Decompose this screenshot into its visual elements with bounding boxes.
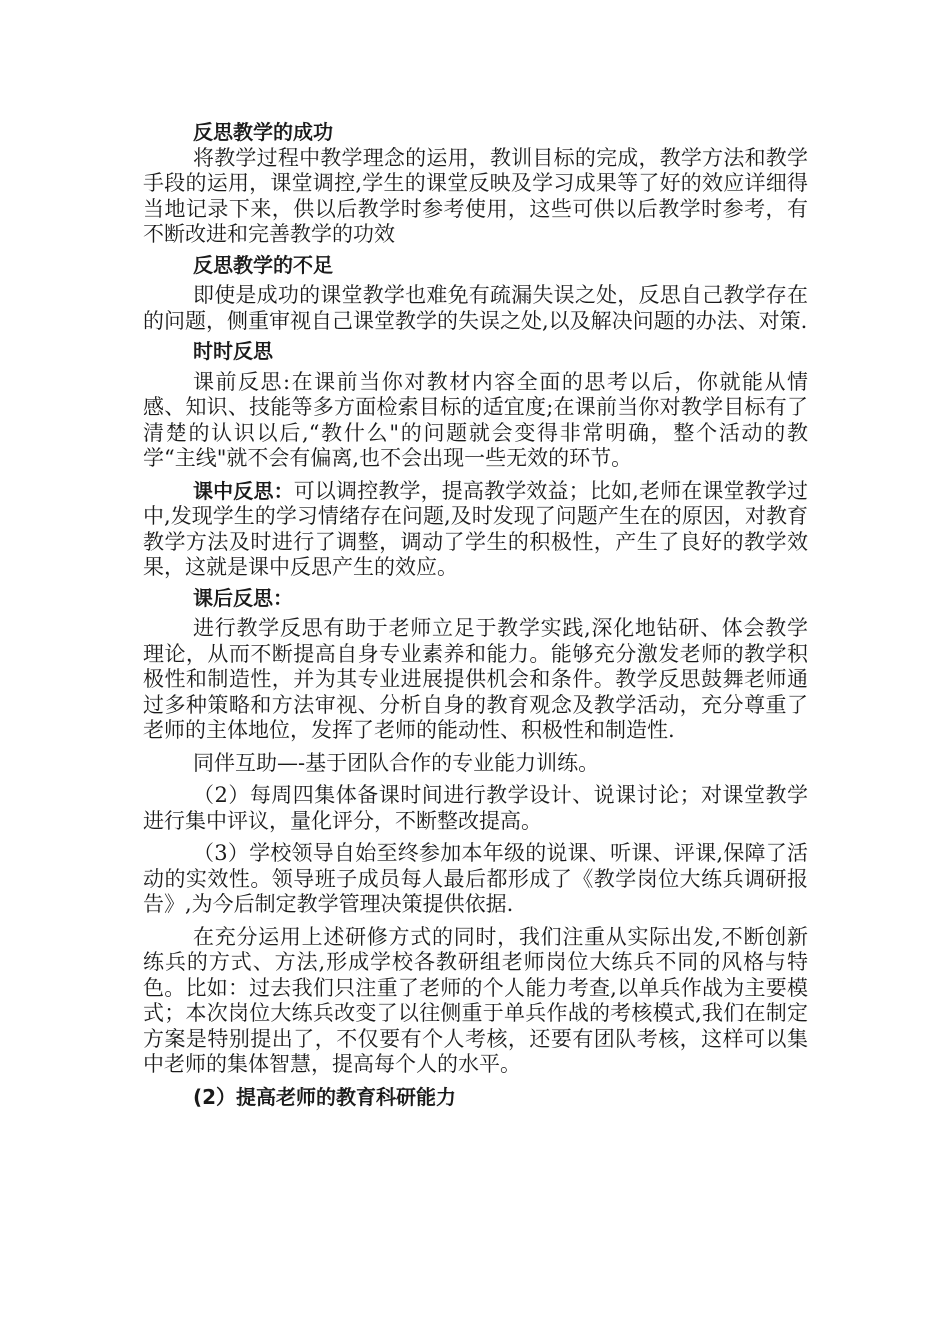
heading-research-ability: (2）提高老师的教育科研能力 xyxy=(193,1084,457,1109)
paragraph-shortcomings: 即使是成功的课堂教学也难免有疏漏失误之处，反思自己教学存在的问题，侧重审视自己课堂教学的失误之处,以及解决问题的办法、对策. xyxy=(143,283,808,333)
paragraph-peer-support: 同伴互助—-基于团队合作的专业能力训练。 xyxy=(193,750,600,775)
paragraph-in-class-reflection xyxy=(143,479,808,581)
paragraph-post-class-reflection: 进行教学反思有助于老师立足于教学实践,深化地钻研、体会教学理论，从而不断提高自身专业素养和能力。能够充分激发老师的教学积极性和制造性，并为其专业进展提供机会和条件。教学反思鼓舞老师通过多种策略和方法审视、分析自身的教育观念及教学活动，充分尊重了老师的主体地位，发挥了老师的能动性、积极性和制造性. xyxy=(143,616,808,742)
paragraph-item-3: （3）学校领导自始至终参加本年级的说课、听课、评课,保障了活动的实效性。领导班子成员每人最后都形成了《教学岗位大练兵调研报告》,为今后制定教学管理决策提供依据. xyxy=(143,841,808,916)
paragraph-pre-class-reflection: 课前反思:在课前当你对教材内容全面的思考以后，你就能从情感、知识、技能等多方面检索目标的适宜度;在课前当你对教学目标有了清楚的认识以后,“教什么"的问题就会变得非常明确，整个活动的教学“主线"就不会有偏离,也不会出现一些无效的环节。 xyxy=(143,369,808,470)
paragraph-innovation: 在充分运用上述研修方式的同时，我们注重从实际出发,不断创新练兵的方式、方法,形成学校各教研组老师岗位大练兵不同的风格与特色。比如：过去我们只注重了老师的个人能力考查,以单兵作战为主要模式；本次岗位大练兵改变了以往侧重于单兵作战的考核模式,我们在制定方案是特别提出了，不仅要有个人考核，还要有团队考核，这样可以集中老师的集体智慧，提高每个人的水平。 xyxy=(143,924,808,1076)
in-class-reflection-label: 课中反思： xyxy=(193,478,294,503)
paragraph-success: 将教学过程中教学理念的运用，教训目标的完成，教学方法和教学手段的运用，课堂调控,学生的课堂反映及学习成果等了好的效应详细得当地记录下来，供以后教学时参考使用，这些可供以后教学时参考，有不断改进和完善教学的功效 xyxy=(143,145,808,246)
paragraph-item-2: （2）每周四集体备课时间进行教学设计、说课讨论；对课堂教学进行集中评议，量化评分，不断整改提高。 xyxy=(143,783,808,833)
heading-shortcomings: 反思教学的不足 xyxy=(193,252,333,277)
heading-post-class-reflection: 课后反思： xyxy=(193,585,293,610)
heading-constant-reflection: 时时反思 xyxy=(193,339,273,363)
heading-success: 反思教学的成功 xyxy=(193,120,333,144)
document-page xyxy=(143,120,808,1110)
in-class-reflection-text: 可以调控教学，提高教学效益；比如,老师在课堂教学过中,发现学生的学习情绪存在问题,及时发现了问题产生在的原因，对教育教学方法及时进行了调整，调动了学生的积极性，产生了良好的教学效果，这就是课中反思产生的效应。 xyxy=(143,478,808,579)
